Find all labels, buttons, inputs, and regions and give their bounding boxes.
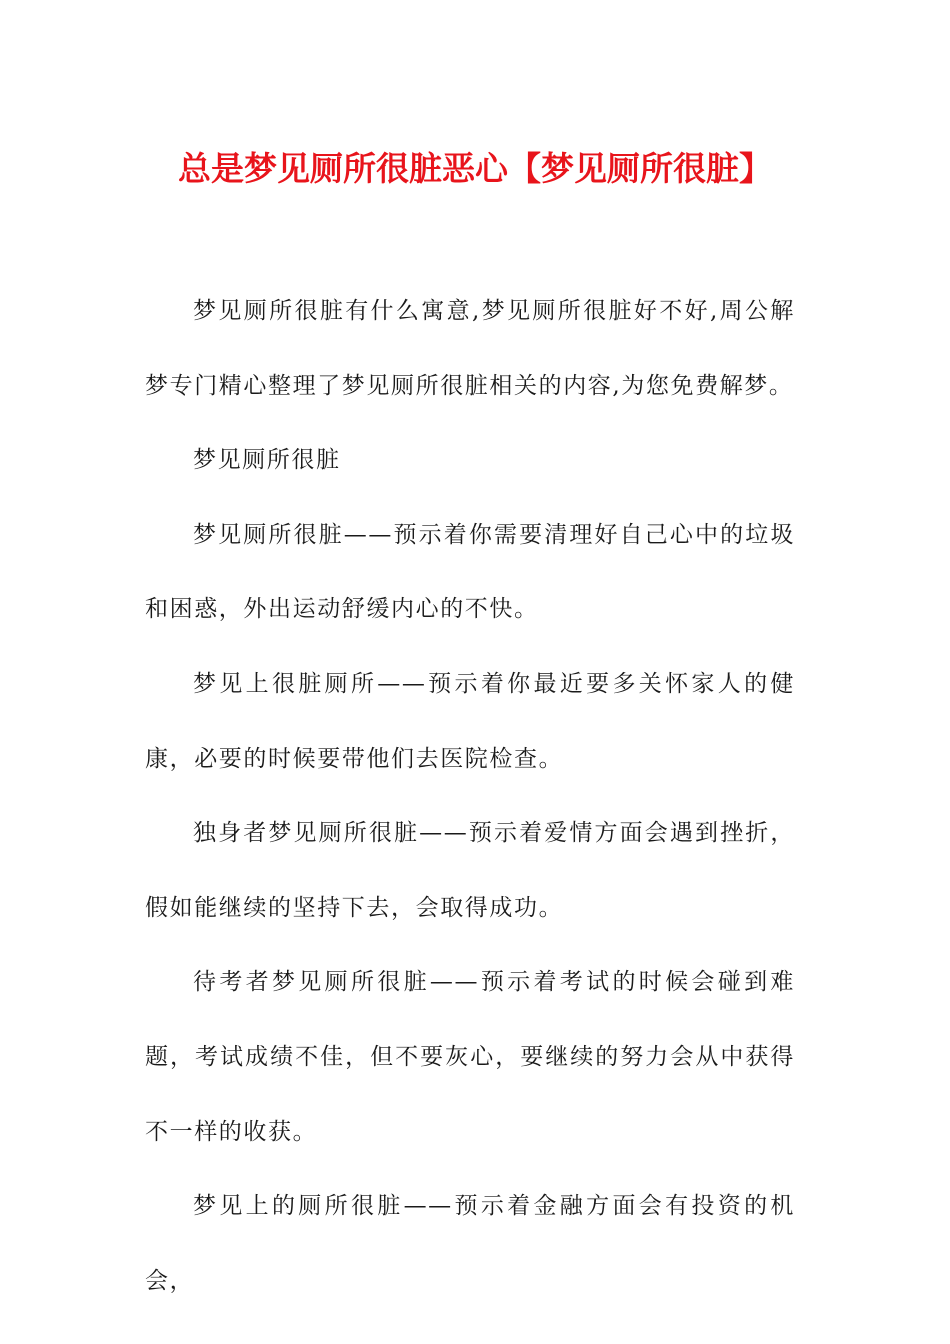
document-body (145, 274, 795, 1318)
paragraph-intro: 梦见厕所很脏有什么寓意,梦见厕所很脏好不好,周公解梦专门精心整理了梦见厕所很脏相关的内容,为您免费解梦。 (145, 298, 795, 399)
document-title: 总是梦见厕所很脏恶心【梦见厕所很脏】 (178, 149, 772, 188)
paragraph: 独身者梦见厕所很脏——预示着爱情方面会遇到挫折，假如能继续的坚持下去，会取得成功。 (145, 820, 795, 921)
paragraph: 待考者梦见厕所很脏——预示着考试的时候会碰到难题，考试成绩不佳，但不要灰心，要继续的努力会从中获得不一样的收获。 (145, 969, 795, 1145)
paragraph: 梦见上很脏厕所——预示着你最近要多关怀家人的健康，必要的时候要带他们去医院检查。 (145, 670, 795, 772)
paragraph: 梦见上的厕所很脏——预示着金融方面会有投资的机会， (145, 1193, 795, 1294)
paragraph-heading: 梦见厕所很脏 (193, 447, 341, 474)
paragraph: 梦见厕所很脏——预示着你需要清理好自己心中的垃圾和困惑，外出运动舒缓内心的不快。 (145, 521, 795, 623)
